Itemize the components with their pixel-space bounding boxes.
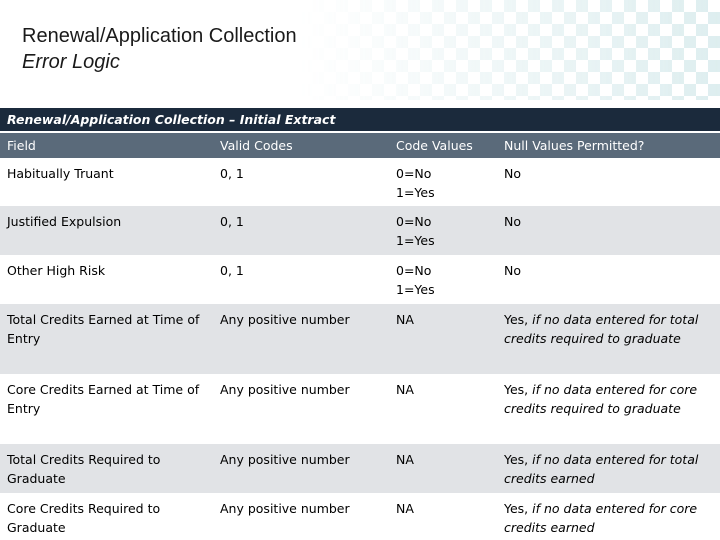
null-main: Yes, — [504, 452, 529, 467]
cell-code-values — [389, 158, 497, 206]
cell-valid-codes: Any positive number — [213, 444, 389, 493]
slide-title-sub: Error Logic — [22, 51, 120, 73]
table-header-row — [0, 133, 720, 158]
table-row — [0, 304, 720, 374]
code-value-line: 1=Yes — [396, 233, 435, 248]
table-row — [0, 493, 720, 540]
code-value-line: NA — [396, 382, 414, 397]
cell-null-values — [497, 444, 720, 493]
slide-title-main: Renewal/Application Collection — [22, 25, 297, 47]
header-field: Field — [0, 133, 213, 158]
null-note: if no data entered for core credits earned — [504, 501, 698, 535]
cell-null-values — [497, 304, 720, 374]
null-main: Yes, — [504, 312, 529, 327]
cell-null-values — [497, 206, 720, 255]
code-value-line: NA — [396, 312, 414, 327]
cell-code-values — [389, 444, 497, 493]
slide-title — [22, 24, 297, 76]
cell-valid-codes: Any positive number — [213, 304, 389, 374]
null-note: if no data entered for core credits required to graduate — [504, 382, 698, 416]
error-logic-table — [0, 133, 720, 540]
table-row — [0, 444, 720, 493]
code-value-line: 0=No — [396, 166, 432, 181]
cell-code-values — [389, 206, 497, 255]
code-value-line: NA — [396, 501, 414, 516]
cell-code-values — [389, 493, 497, 540]
header-null-values: Null Values Permitted? — [497, 133, 720, 158]
cell-valid-codes: 0, 1 — [220, 263, 244, 278]
cell-null-values — [497, 255, 720, 304]
table-row — [0, 158, 720, 206]
null-main: No — [504, 214, 521, 229]
cell-valid-codes: Any positive number — [220, 382, 350, 397]
cell-null-values — [497, 493, 720, 540]
null-note: if no data entered for total credits required to graduate — [504, 312, 699, 346]
code-value-line: NA — [396, 452, 414, 467]
cell-valid-codes: 0, 1 — [220, 166, 244, 181]
header-code-values: Code Values — [389, 133, 497, 158]
cell-valid-codes: 0, 1 — [213, 206, 389, 255]
null-main: Yes, — [504, 382, 529, 397]
cell-null-values — [497, 158, 720, 206]
cell-code-values — [389, 255, 497, 304]
table-row — [0, 374, 720, 444]
null-note: if no data entered for total credits earned — [504, 452, 699, 486]
cell-code-values — [389, 304, 497, 374]
cell-field: Total Credits Required to Graduate — [0, 444, 213, 493]
code-value-line: 1=Yes — [396, 282, 435, 297]
code-value-line: 0=No — [396, 214, 432, 229]
cell-null-values — [497, 374, 720, 444]
table-row — [0, 255, 720, 304]
table-row — [0, 206, 720, 255]
cell-code-values — [389, 374, 497, 444]
cell-field: Other High Risk — [7, 263, 106, 278]
null-main: Yes, — [504, 501, 529, 516]
cell-valid-codes: Any positive number — [220, 501, 350, 516]
code-value-line: 0=No — [396, 263, 432, 278]
table-caption: Renewal/Application Collection – Initial Extract — [0, 108, 720, 131]
code-value-line: 1=Yes — [396, 185, 435, 200]
background-pattern — [300, 0, 720, 100]
cell-field: Justified Expulsion — [0, 206, 213, 255]
cell-field: Core Credits Earned at Time of Entry — [7, 382, 200, 416]
null-main: No — [504, 166, 521, 181]
header-valid-codes: Valid Codes — [213, 133, 389, 158]
null-main: No — [504, 263, 521, 278]
cell-field: Habitually Truant — [7, 166, 114, 181]
cell-field: Core Credits Required to Graduate — [7, 501, 161, 535]
cell-field: Total Credits Earned at Time of Entry — [0, 304, 213, 374]
